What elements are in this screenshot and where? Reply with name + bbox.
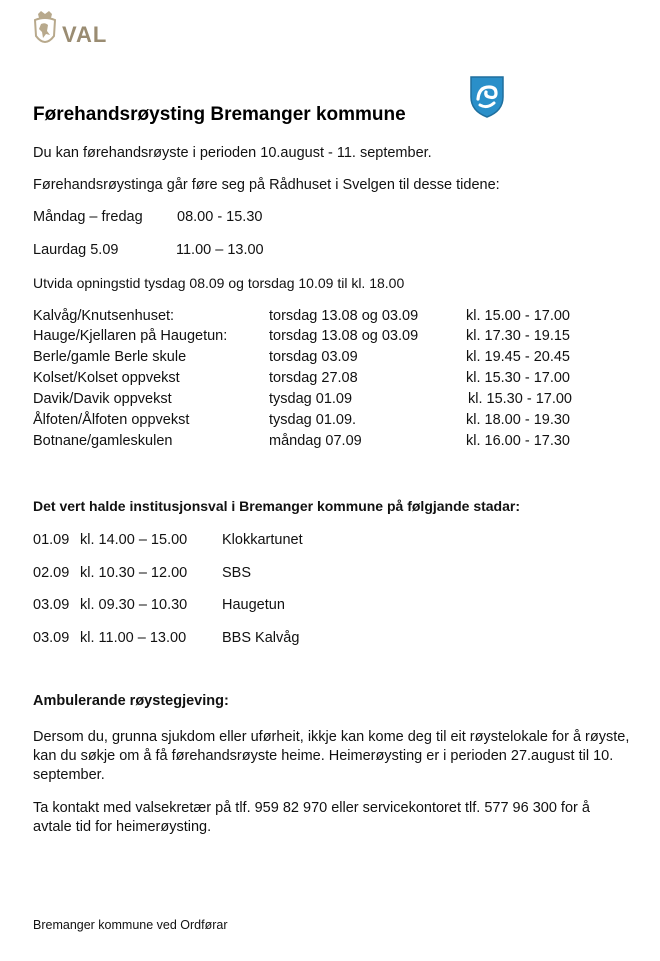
- schedule-place: Davik/Davik oppvekst: [33, 391, 172, 407]
- schedule-time: kl. 17.30 - 19.15: [466, 328, 570, 344]
- ambulant-paragraph: Dersom du, grunna sjukdom eller uførheit, ikkje kan kome deg til eit røystelokale for å røyste, kan du søkje om å få førehandsrøyste heime. Heimerøysting er i perioden 27.august til 10. september.: [33, 729, 630, 783]
- schedule-day: torsdag 03.09: [269, 349, 358, 365]
- footer-text: Bremanger kommune ved Ordførar: [33, 918, 228, 932]
- coat-of-arms-icon: [469, 75, 505, 124]
- schedule-time: kl. 15.30 - 17.00: [468, 391, 572, 407]
- schedule-place: Kolset/Kolset oppvekst: [33, 370, 180, 386]
- institution-place: SBS: [222, 565, 252, 581]
- schedule-day: torsdag 13.08 og 03.09: [269, 328, 419, 344]
- schedule-time: kl. 16.00 - 17.30: [466, 433, 570, 449]
- page-title: Førehandsrøysting Bremanger kommune: [33, 104, 406, 125]
- lion-emblem-icon: [32, 10, 58, 55]
- institution-place: BBS Kalvåg: [222, 630, 300, 646]
- schedule-time: kl. 15.00 - 17.00: [466, 308, 570, 324]
- institution-date: 03.09: [33, 597, 70, 613]
- hours-time-weekday: 08.00 - 15.30: [177, 209, 263, 225]
- schedule-day: torsdag 27.08: [269, 370, 358, 386]
- institution-time: kl. 11.00 – 13.00: [80, 630, 187, 646]
- hours-days-weekday: Måndag – fredag: [33, 209, 143, 225]
- schedule-day: tysdag 01.09.: [269, 412, 357, 428]
- institution-date: 03.09: [33, 630, 70, 646]
- schedule-place: Kalvåg/Knutsenhuset:: [33, 308, 175, 324]
- institution-date: 01.09: [33, 532, 70, 548]
- schedule-day: torsdag 13.08 og 03.09: [269, 308, 419, 324]
- contact-paragraph: Ta kontakt med valsekretær på tlf. 959 82 970 eller servicekontoret tlf. 577 96 300 for å avtale tid for heimerøysting.: [33, 800, 590, 835]
- institution-time: kl. 10.30 – 12.00: [80, 565, 188, 581]
- schedule-place: Hauge/Kjellaren på Haugetun:: [33, 328, 228, 344]
- schedule-time: kl. 15.30 - 17.00: [466, 370, 570, 386]
- institution-date: 02.09: [33, 565, 70, 581]
- val-logo-text: VAL: [62, 22, 108, 47]
- schedule-time: kl. 18.00 - 19.30: [466, 412, 570, 428]
- institution-place: Klokkartunet: [222, 532, 303, 548]
- schedule-time: kl. 19.45 - 20.45: [466, 349, 570, 365]
- location-text: Førehandsrøystinga går føre seg på Rådhuset i Svelgen til desse tidene:: [33, 177, 500, 193]
- institution-time: kl. 14.00 – 15.00: [80, 532, 188, 548]
- ambulant-heading: Ambulerande røystegjeving:: [33, 693, 229, 709]
- institution-heading: Det vert halde institusjonsval i Bremanger kommune på følgjande stadar:: [33, 498, 521, 514]
- schedule-place: Berle/gamle Berle skule: [33, 349, 187, 365]
- schedule-place: Botnane/gamleskulen: [33, 433, 173, 449]
- intro-text: Du kan førehandsrøyste i perioden 10.august - 11. september.: [33, 145, 432, 161]
- schedule-place: Ålfoten/Ålfoten oppvekst: [33, 412, 190, 428]
- schedule-day: tysdag 01.09: [269, 391, 353, 407]
- hours-days-saturday: Laurdag 5.09: [33, 242, 119, 258]
- schedule-day: måndag 07.09: [269, 433, 362, 449]
- institution-place: Haugetun: [222, 597, 285, 613]
- extended-hours-text: Utvida opningstid tysdag 08.09 og torsdag 10.09 til kl. 18.00: [33, 275, 405, 291]
- institution-time: kl. 09.30 – 10.30: [80, 597, 188, 613]
- hours-time-saturday: 11.00 – 13.00: [176, 242, 264, 258]
